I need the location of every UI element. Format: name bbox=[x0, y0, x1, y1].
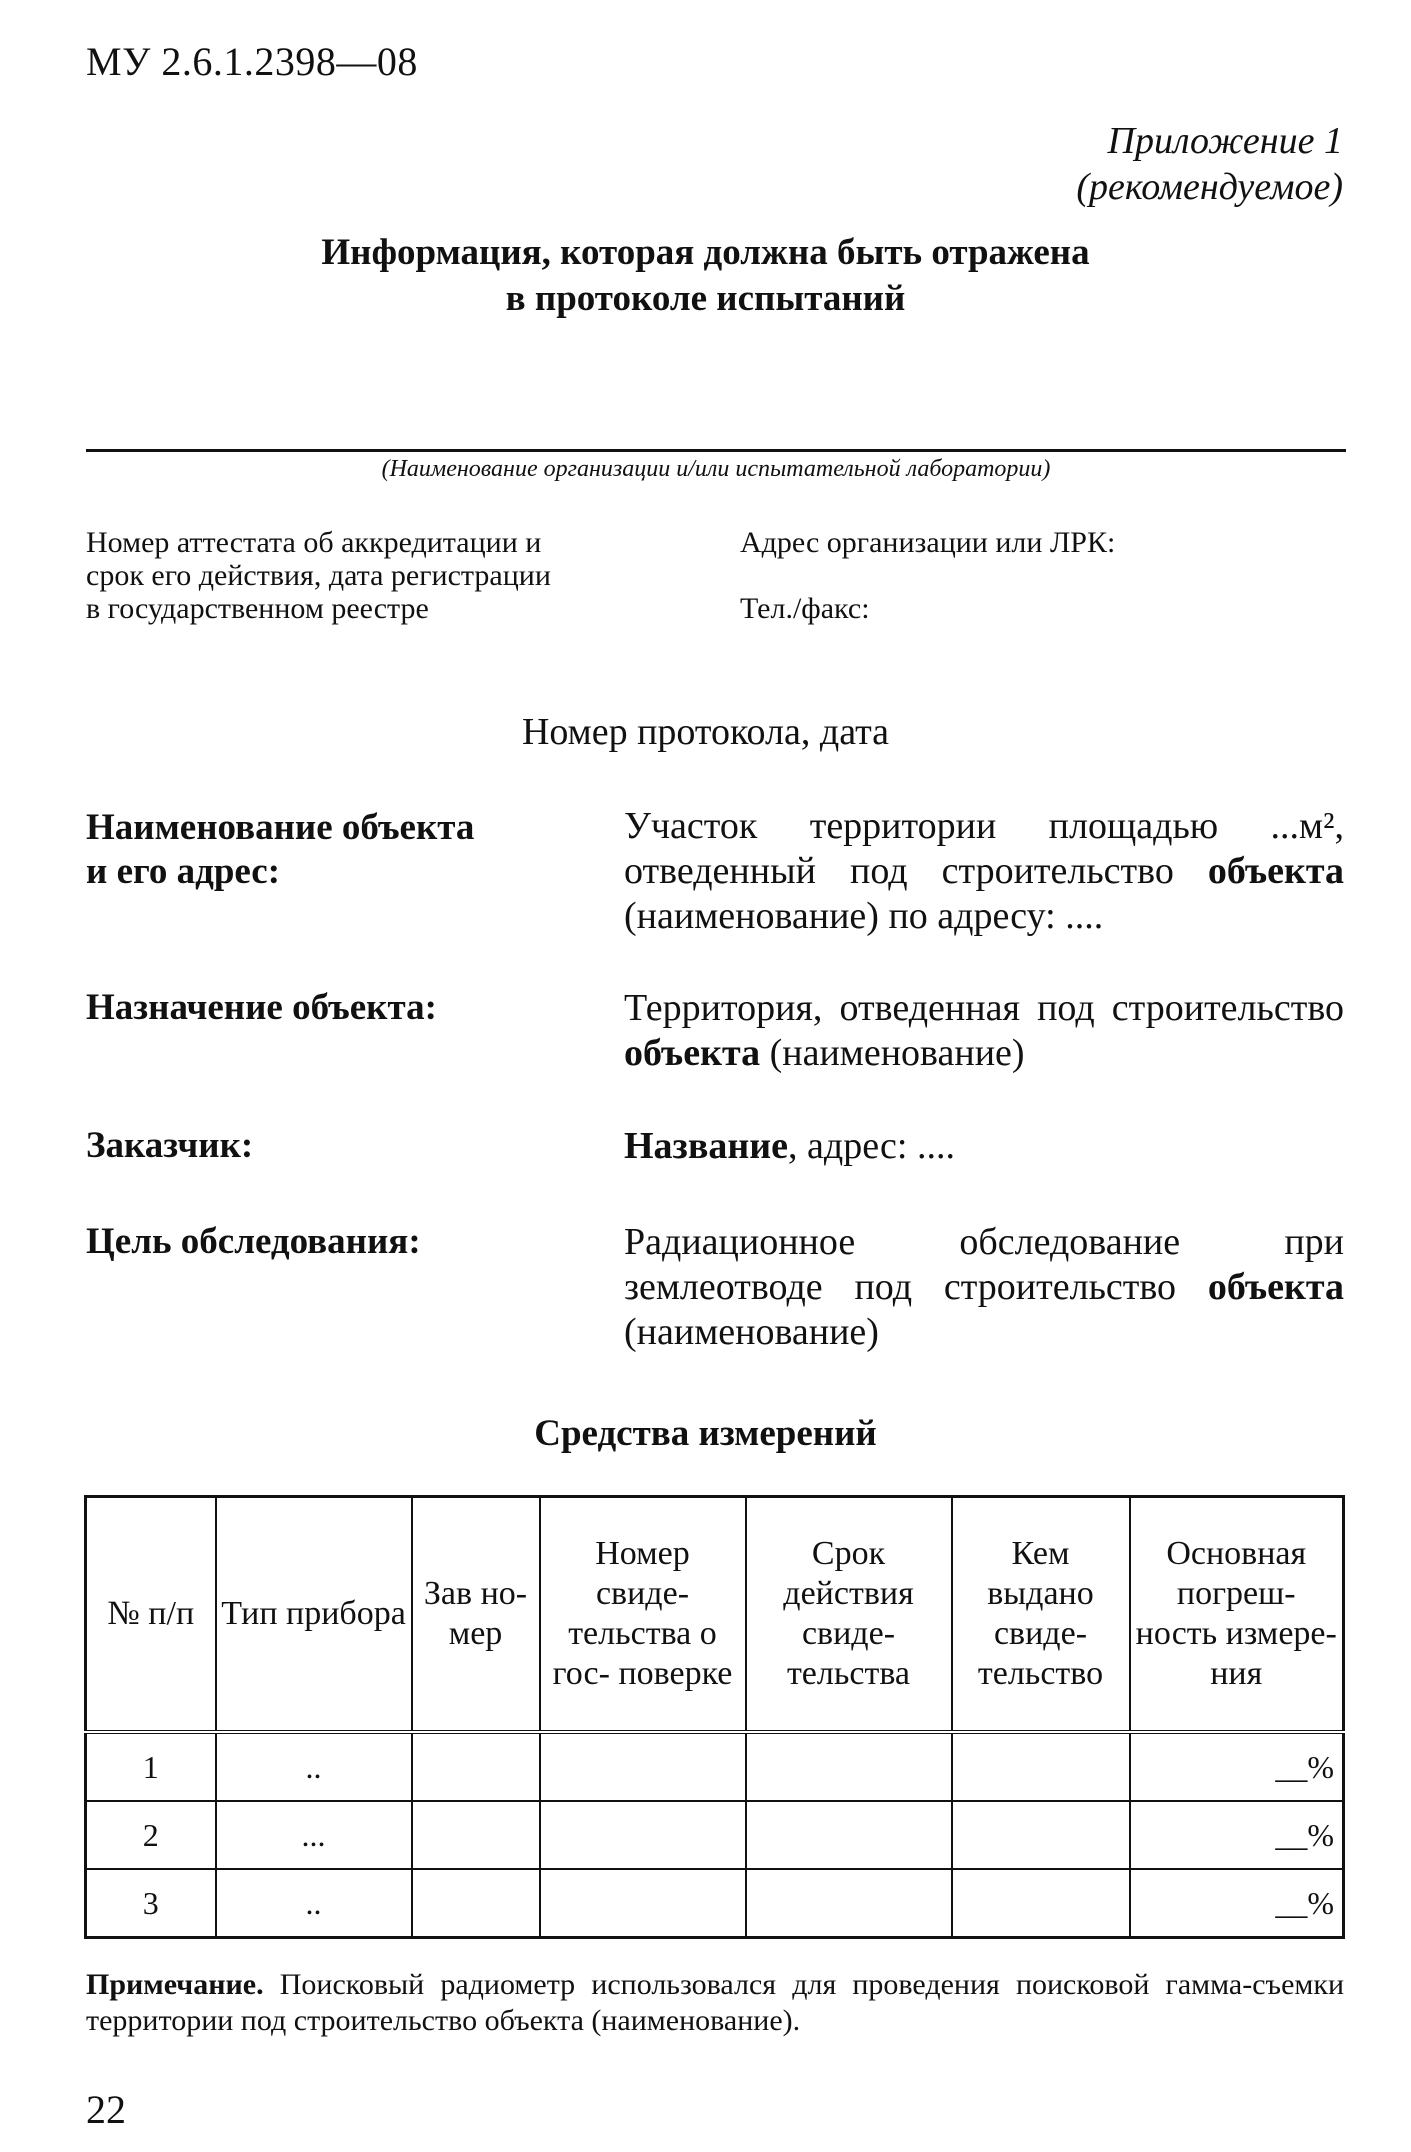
title-line-1: Информация, которая должна быть отражена bbox=[321, 232, 1090, 273]
object-label-line-1: Наименование объекта bbox=[86, 807, 475, 848]
cert-line-3: в государственном реестре bbox=[86, 592, 429, 625]
header-issued-by: Кем выдано свиде- тельство bbox=[952, 1497, 1130, 1733]
object-value-part2: (наименование) по адресу: .... bbox=[624, 895, 1104, 937]
cert-line-1: Номер аттестата об аккредитации и bbox=[86, 526, 542, 559]
instruments-table bbox=[84, 1495, 1345, 1939]
protocol-heading: Номер протокола, дата bbox=[521, 711, 890, 753]
header-device-type: Тип прибора bbox=[216, 1497, 412, 1733]
cell-validity bbox=[746, 1869, 952, 1938]
purpose-value-bold: объекта bbox=[624, 1032, 761, 1074]
cell-cert bbox=[540, 1732, 746, 1801]
customer-value-bold: Название bbox=[624, 1125, 789, 1167]
cell-validity bbox=[746, 1732, 952, 1801]
table-row bbox=[86, 1869, 1344, 1938]
cell-cert bbox=[540, 1801, 746, 1869]
object-value-bold: объекта bbox=[1207, 850, 1344, 892]
header-num: № п/п bbox=[86, 1497, 216, 1733]
table-header-row bbox=[86, 1497, 1344, 1733]
survey-goal-label: Цель обследования: bbox=[86, 1221, 421, 1262]
purpose-value-part1: Территория, отведенная под строительство bbox=[624, 987, 1344, 1029]
object-value-part1: Участок территории площадью ...м², отведенный под строительство bbox=[624, 805, 1344, 892]
cell-validity bbox=[746, 1801, 952, 1869]
purpose-value-part2: (наименование) bbox=[769, 1032, 1025, 1074]
goal-value-part2: (наименование) bbox=[624, 1311, 879, 1353]
cell-cert bbox=[540, 1869, 746, 1938]
note-label: Примечание. bbox=[86, 1968, 264, 2001]
cell-type: .. bbox=[216, 1869, 412, 1938]
cell-type: ... bbox=[216, 1801, 412, 1869]
table-row bbox=[86, 1732, 1344, 1801]
goal-value-part1: Радиационное обследование при землеотводе под строительство bbox=[624, 1221, 1344, 1308]
header-validity: Срок действия свиде- тельства bbox=[746, 1497, 952, 1733]
object-name-value bbox=[624, 804, 1344, 939]
header-error: Основная погреш- ность измере- ния bbox=[1130, 1497, 1344, 1733]
appendix-line-1: Приложение 1 bbox=[1107, 120, 1343, 162]
cell-num: 3 bbox=[86, 1869, 216, 1938]
cell-num: 2 bbox=[86, 1801, 216, 1869]
customer-value bbox=[624, 1124, 1344, 1169]
appendix-label bbox=[1076, 118, 1343, 210]
object-label-line-2: и его адрес: bbox=[86, 851, 281, 892]
cell-error: __% bbox=[1130, 1869, 1344, 1938]
page-title bbox=[0, 230, 1411, 322]
cell-num: 1 bbox=[86, 1732, 216, 1801]
survey-goal-value bbox=[624, 1220, 1344, 1355]
address-label: Адрес организации или ЛРК: bbox=[740, 526, 1116, 559]
organization-blank-line bbox=[86, 449, 1346, 452]
instruments-heading: Средства измерений bbox=[534, 1413, 877, 1454]
organization-caption: (Наименование организации и/или испытательной лаборатории) bbox=[381, 456, 1051, 482]
cell-error: __% bbox=[1130, 1801, 1344, 1869]
table-note bbox=[86, 1967, 1344, 2039]
cell-serial bbox=[412, 1801, 540, 1869]
customer-value-part2: , адрес: .... bbox=[788, 1125, 955, 1167]
document-code: МУ 2.6.1.2398—08 bbox=[86, 39, 418, 84]
cell-issued bbox=[952, 1801, 1130, 1869]
cell-error: __% bbox=[1130, 1732, 1344, 1801]
tel-fax-label: Тел./факс: bbox=[740, 592, 870, 625]
note-text: Поисковый радиометр использовался для проведения поисковой гамма-съемки территории под строительство объекта (наименование). bbox=[86, 1968, 1344, 2037]
cell-serial bbox=[412, 1869, 540, 1938]
cell-issued bbox=[952, 1732, 1130, 1801]
goal-value-bold: объекта bbox=[1207, 1266, 1344, 1308]
appendix-line-2: (рекомендуемое) bbox=[1076, 166, 1343, 208]
table-row bbox=[86, 1801, 1344, 1869]
cell-serial bbox=[412, 1732, 540, 1801]
cert-line-2: срок его действия, дата регистрации bbox=[86, 559, 551, 592]
header-cert-number: Номер свиде- тельства о гос- поверке bbox=[540, 1497, 746, 1733]
page-number: 22 bbox=[86, 2087, 126, 2132]
object-purpose-label: Назначение объекта: bbox=[86, 987, 437, 1028]
object-purpose-value bbox=[624, 986, 1344, 1076]
cell-type: .. bbox=[216, 1732, 412, 1801]
accreditation-info bbox=[86, 526, 686, 625]
cell-issued bbox=[952, 1869, 1130, 1938]
customer-label: Заказчик: bbox=[86, 1125, 254, 1166]
title-line-2: в протоколе испытаний bbox=[505, 278, 906, 319]
object-name-label bbox=[86, 806, 566, 894]
header-serial: Зав но- мер bbox=[412, 1497, 540, 1733]
